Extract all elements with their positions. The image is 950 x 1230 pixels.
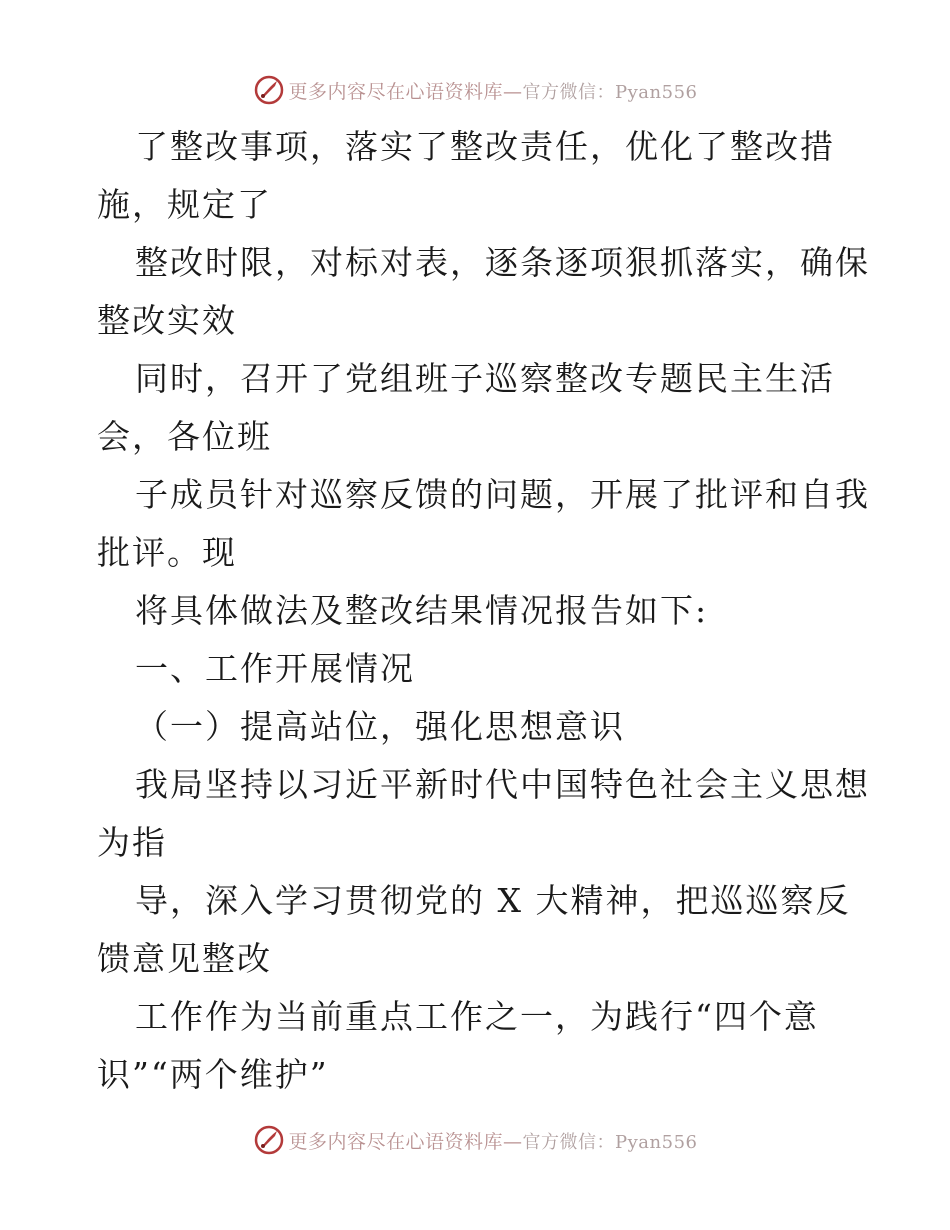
watermark-banner-top [0, 70, 950, 110]
text-line: 将具体做法及整改结果情况报告如下: [135, 591, 709, 630]
text-line: 批评。现 [97, 533, 237, 572]
text-line: 为指 [97, 823, 167, 862]
text-line: 同时，召开了党组班子巡察整改专题民主生活 [135, 359, 835, 398]
document-body [97, 118, 870, 1104]
watermark-text: 更多内容尽在心语资料库—官方微信：Pyan556 [288, 80, 698, 103]
text-line: 导，深入学习贯彻党的 X 大精神，把巡巡察反 [135, 881, 851, 920]
watermark-text: 更多内容尽在心语资料库—官方微信：Pyan556 [288, 1130, 698, 1153]
text-line: 识”“两个维护” [97, 1055, 329, 1094]
text-line: 子成员针对巡察反馈的问题，开展了批评和自我 [135, 475, 870, 514]
watermark-banner-bottom [0, 1120, 950, 1160]
text-line: 整改实效 [97, 301, 237, 340]
text-line: 了整改事项，落实了整改责任，优化了整改措 [135, 127, 835, 166]
text-line: 馈意见整改 [97, 939, 272, 978]
brush-logo-icon [253, 1124, 285, 1156]
text-line: 我局坚持以习近平新时代中国特色社会主义思想 [135, 765, 870, 804]
text-line: 一、工作开展情况 [135, 649, 415, 688]
text-line: 工作作为当前重点工作之一，为践行“四个意 [135, 997, 819, 1036]
brush-logo-icon [253, 74, 285, 106]
text-line: 会，各位班 [97, 417, 272, 456]
text-line: （一）提高站位，强化思想意识 [135, 707, 625, 746]
text-line: 施，规定了 [97, 185, 272, 224]
text-line: 整改时限，对标对表，逐条逐项狠抓落实，确保 [135, 243, 870, 282]
